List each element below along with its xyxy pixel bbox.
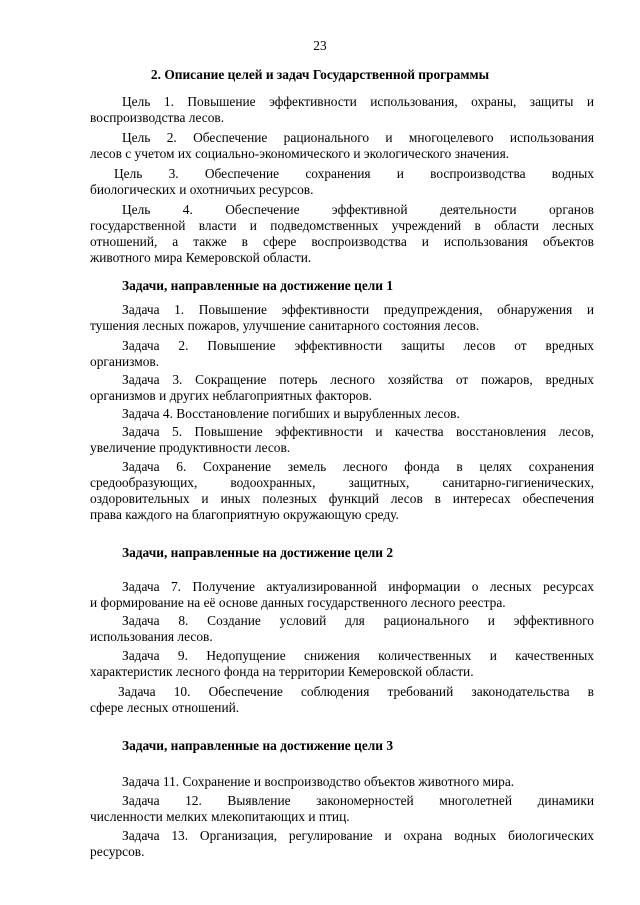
task-10-line-1: Задача 10. Обеспечение соблюдения требований законодательства в [118, 684, 594, 699]
task-13-line-2: ресурсов. [90, 844, 145, 859]
goal-1-line-1: Цель 1. Повышение эффективности использования, охраны, защиты и [122, 94, 594, 109]
task-8-line-1: Задача 8. Создание условий для рационального и эффективного [122, 613, 594, 628]
page-number: 23 [313, 38, 327, 53]
task-7-line-2: и формирование на её основе данных государственного лесного реестра. [90, 595, 506, 610]
task-12-line-2: численности мелких млекопитающих и птиц. [90, 809, 350, 824]
task-1-line-1: Задача 1. Повышение эффективности предупреждения, обнаружения и [122, 302, 594, 317]
goal-2-line-2: лесов с учетом их социально-экономического и экологического значения. [90, 146, 510, 161]
goal-4-line-2: государственной власти и подведомственных учреждений в области лесных [90, 218, 594, 233]
task-3-line-2: организмов и других неблагоприятных факторов. [90, 388, 373, 403]
section-title: 2. Описание целей и задач Государственной программы [150, 67, 490, 82]
task-2-line-2: организмов. [90, 354, 160, 369]
heading-goal-1-tasks: Задачи, направленные на достижение цели 1 [122, 278, 394, 293]
goal-3-line-2: биологических и охотничьих ресурсов. [90, 182, 314, 197]
heading-goal-3-tasks: Задачи, направленные на достижение цели 3 [122, 738, 394, 753]
goal-4-line-3: отношений, а также в сфере воспроизводства и использования объектов [90, 234, 594, 249]
task-6-line-3: оздоровительных и иных полезных функций лесов в интересах обеспечения [90, 491, 594, 506]
task-6-line-1: Задача 6. Сохранение земель лесного фонда в целях сохранения [122, 459, 594, 474]
task-5-line-2: увеличение продуктивности лесов. [90, 440, 291, 455]
task-4-line-1: Задача 4. Восстановление погибших и вырубленных лесов. [122, 406, 460, 421]
task-12-line-1: Задача 12. Выявление закономерностей многолетней динамики [122, 793, 594, 808]
task-6-line-2: средообразующих, водоохранных, защитных, санитарно-гигиенических, [90, 475, 594, 490]
task-7-line-1: Задача 7. Получение актуализированной информации о лесных ресурсах [122, 579, 594, 594]
task-1-line-2: тушения лесных пожаров, улучшение санитарного состояния лесов. [90, 318, 480, 333]
task-10-line-2: сфере лесных отношений. [90, 700, 240, 715]
task-13-line-1: Задача 13. Организация, регулирование и охрана водных биологических [122, 828, 594, 843]
goal-1-line-2: воспроизводства лесов. [90, 110, 225, 125]
task-9-line-2: характеристик лесного фонда на территории Кемеровской области. [90, 664, 474, 679]
task-5-line-1: Задача 5. Повышение эффективности и качества восстановления лесов, [122, 424, 594, 439]
task-8-line-2: использования лесов. [90, 629, 213, 644]
task-6-line-4: права каждого на благоприятную окружающую среду. [90, 507, 399, 522]
task-2-line-1: Задача 2. Повышение эффективности защиты лесов от вредных [122, 338, 594, 353]
goal-4-line-4: животного мира Кемеровской области. [90, 250, 312, 265]
task-3-line-1: Задача 3. Сокращение потерь лесного хозяйства от пожаров, вредных [122, 372, 594, 387]
goal-2-line-1: Цель 2. Обеспечение рационального и многоцелевого использования [122, 130, 594, 145]
task-11-line-1: Задача 11. Сохранение и воспроизводство объектов животного мира. [122, 774, 515, 789]
goal-3-line-1: Цель 3. Обеспечение сохранения и воспроизводства водных [114, 166, 594, 181]
heading-goal-2-tasks: Задачи, направленные на достижение цели 2 [122, 545, 394, 560]
task-9-line-1: Задача 9. Недопущение снижения количественных и качественных [122, 648, 594, 663]
goal-4-line-1: Цель 4. Обеспечение эффективной деятельности органов [122, 202, 594, 217]
